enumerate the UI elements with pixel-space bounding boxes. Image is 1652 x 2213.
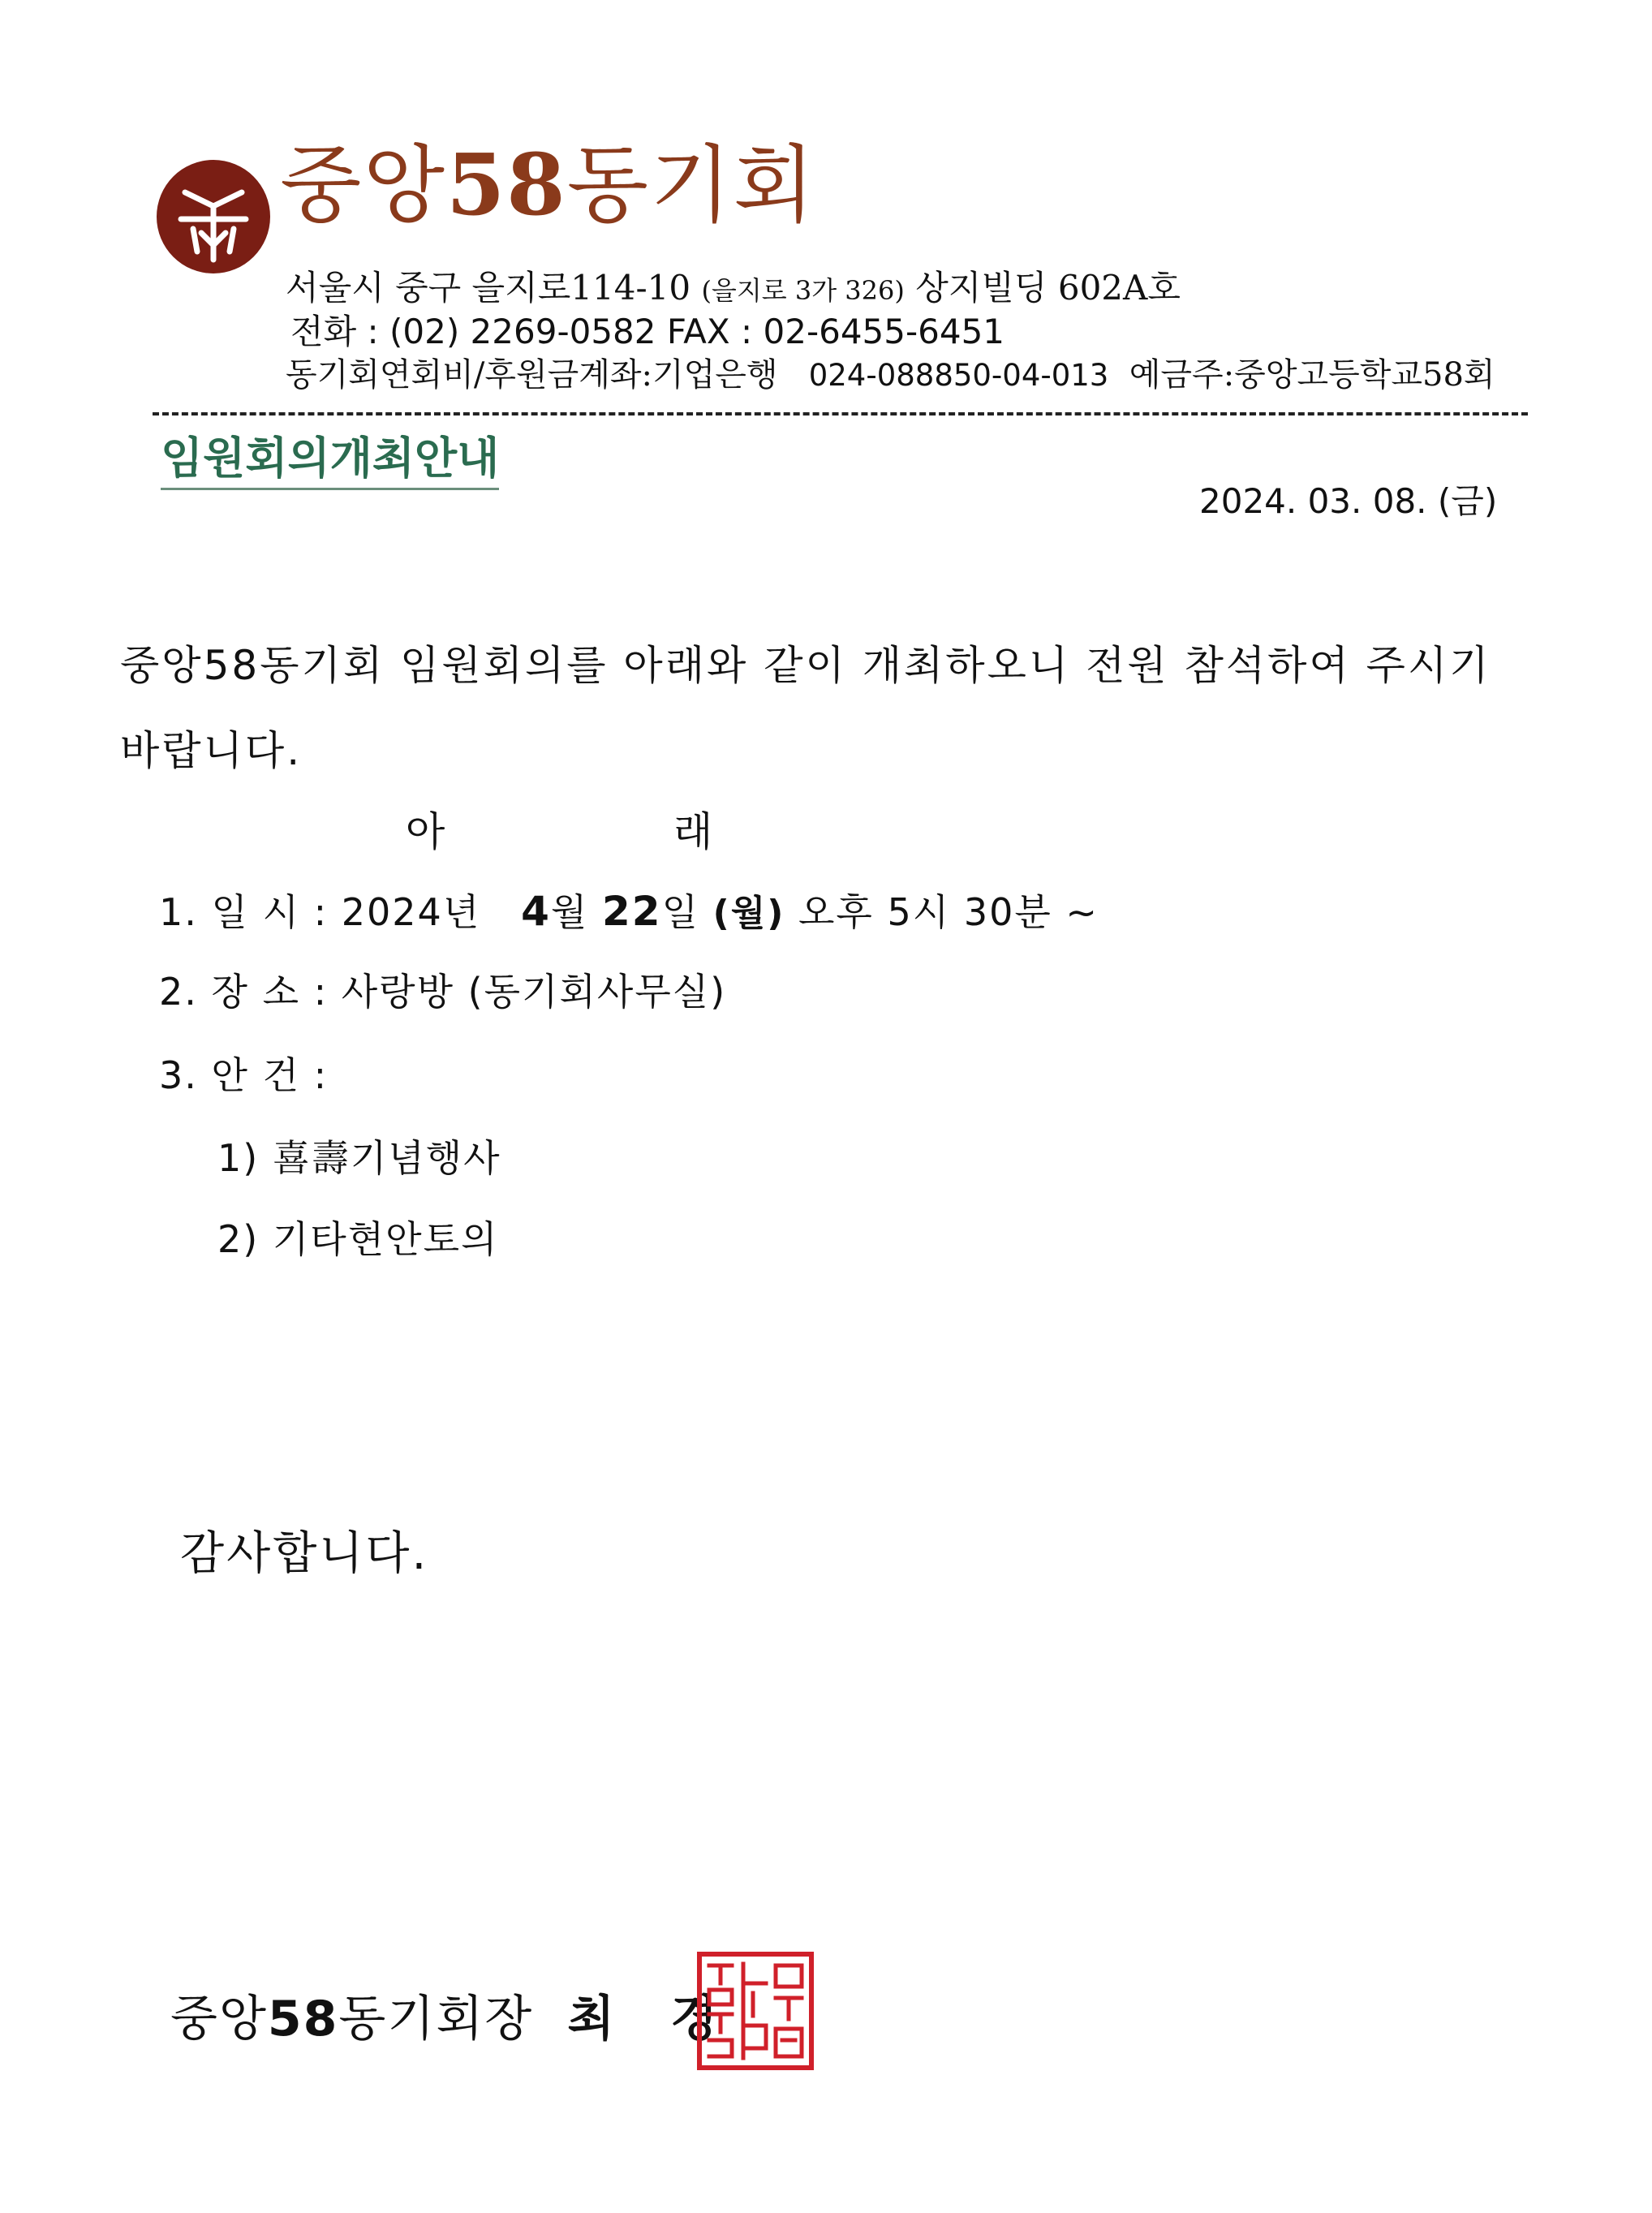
phone-fax-line: 전화 : (02) 2269-0582 FAX : 02-6455-6451 xyxy=(290,312,1005,351)
intro-line-1: 중앙58동기회 임원회의를 아래와 같이 개최하오니 전원 참석하여 주시기 xyxy=(120,642,1491,689)
organization-emblem-icon xyxy=(153,156,274,278)
intro-line-2: 바랍니다. xyxy=(120,727,303,774)
agenda-item-place: 2. 장 소 : 사랑방 (동기회사무실) xyxy=(159,970,727,1014)
organization-title: 중앙58동기회 xyxy=(280,135,817,235)
agenda-sub-item-2: 2) 기타현안토의 xyxy=(217,1217,499,1261)
thanks-text: 감사합니다. xyxy=(180,1527,429,1580)
address-line: 서울시 중구 을지로114-10 (을지로 3가 326) 상지빌딩 602A호 xyxy=(286,268,1181,308)
agenda-item-date-time: 1. 일 시 : 2024년 4월 22일 (월) 오후 5시 30분 ~ xyxy=(159,888,1099,935)
signer-line: 중앙58동기회장 최 경 xyxy=(170,1991,738,2047)
below-heading-b: 래 xyxy=(673,808,716,855)
document-date: 2024. 03. 08. (금) xyxy=(1199,481,1498,521)
notice-title: 임원회의개최안내 xyxy=(161,424,499,490)
official-seal-stamp-icon xyxy=(696,1951,815,2071)
agenda-item-topics: 3. 안 건 : xyxy=(159,1053,329,1097)
agenda-sub-item-1: 1) 喜壽기념행사 xyxy=(217,1136,501,1180)
bank-account-line: 동기회연회비/후원금계좌:기업은행 024-088850-04-013 예금주:중앙고등학교58회 xyxy=(286,356,1495,394)
header-divider xyxy=(153,412,1528,415)
below-heading-a: 아 xyxy=(406,808,448,855)
